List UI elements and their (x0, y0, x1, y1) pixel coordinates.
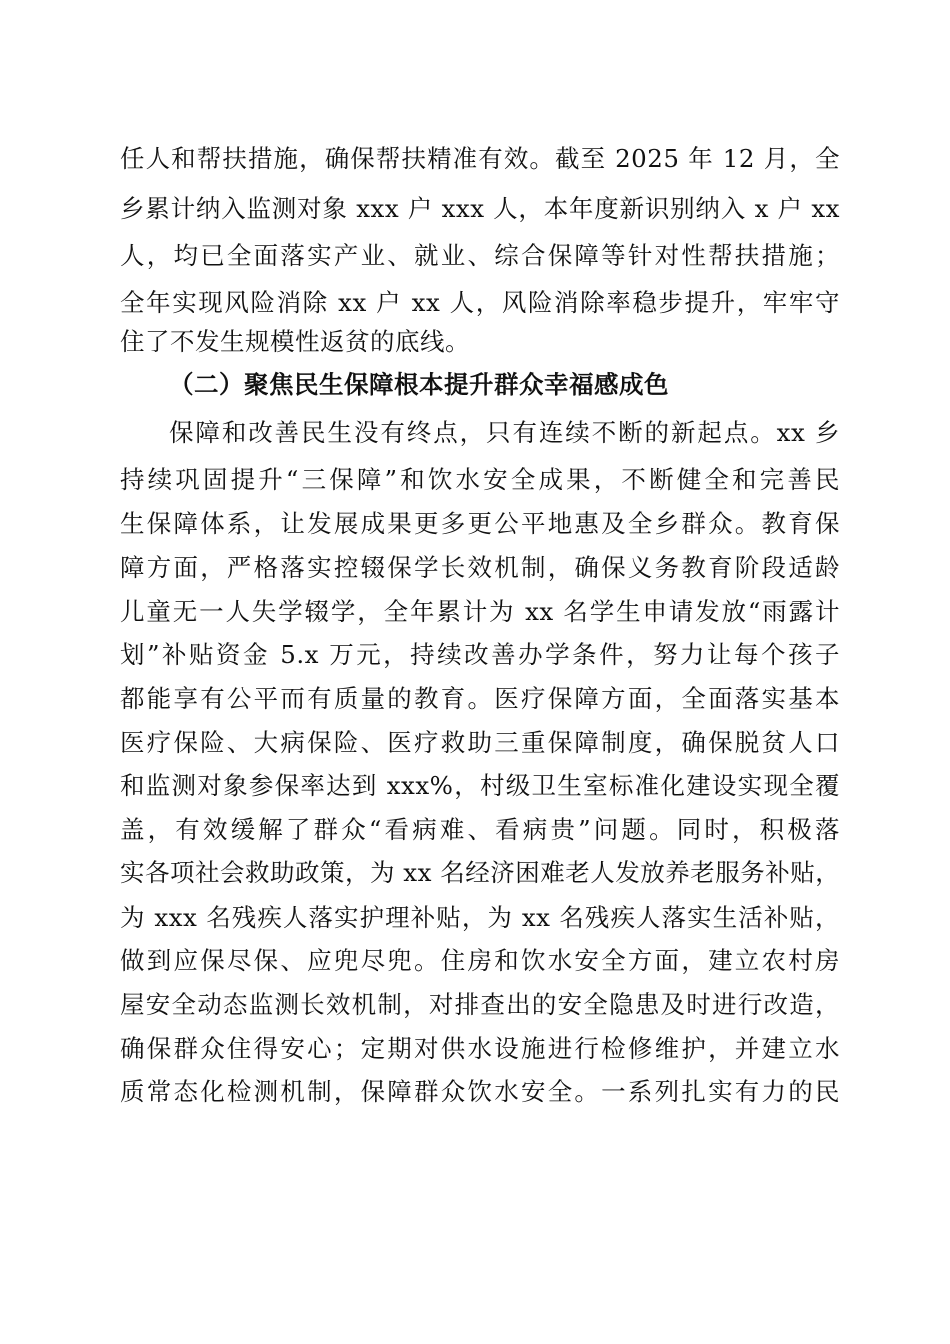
paragraph-line: 和监测对象参保率达到 xxx%，村级卫生室标准化建设实现全覆 (120, 771, 840, 800)
paragraph-line: 盖，有效缓解了群众“看病难、看病贵”问题。同时，积极落 (120, 815, 840, 844)
paragraph-line: 儿童无一人失学辍学，全年累计为 xx 名学生申请发放“雨露计 (120, 597, 840, 626)
paragraph-line: 为 xxx 名残疾人落实护理补贴，为 xx 名残疾人落实生活补贴， (120, 903, 840, 932)
paragraph-line: 划”补贴资金 5.x 万元，持续改善办学条件，努力让每个孩子 (120, 640, 840, 669)
paragraph-line: 确保群众住得安心；定期对供水设施进行检修维护，并建立水 (120, 1034, 840, 1063)
section-heading: （二）聚焦民生保障根本提升群众幸福感成色 (169, 370, 669, 399)
paragraph-line: 任人和帮扶措施，确保帮扶精准有效。截至 2025 年 12 月，全 (120, 144, 840, 173)
paragraph-line: 乡累计纳入监测对象 xxx 户 xxx 人，本年度新识别纳入 x 户 xx (120, 194, 840, 223)
paragraph-line: 障方面，严格落实控辍保学长效机制，确保义务教育阶段适龄 (120, 553, 840, 582)
paragraph-line: 屋安全动态监测长效机制，对排查出的安全隐患及时进行改造， (120, 990, 840, 1019)
paragraph-line: 保障和改善民生没有终点，只有连续不断的新起点。xx 乡 (169, 418, 840, 447)
paragraph-line: 都能享有公平而有质量的教育。医疗保障方面，全面落实基本 (120, 684, 840, 713)
paragraph-line: 住了不发生规模性返贫的底线。 (120, 327, 470, 356)
paragraph-line: 医疗保险、大病保险、医疗救助三重保障制度，确保脱贫人口 (120, 728, 840, 757)
paragraph-line: 全年实现风险消除 xx 户 xx 人，风险消除率稳步提升，牢牢守 (120, 288, 840, 317)
paragraph-line: 人，均已全面落实产业、就业、综合保障等针对性帮扶措施； (120, 241, 840, 270)
paragraph-line: 实各项社会救助政策，为 xx 名经济困难老人发放养老服务补贴， (120, 858, 841, 887)
paragraph-line: 持续巩固提升“三保障”和饮水安全成果，不断健全和完善民 (120, 465, 840, 494)
paragraph-line: 生保障体系，让发展成果更多更公平地惠及全乡群众。教育保 (120, 509, 840, 538)
paragraph-line: 质常态化检测机制，保障群众饮水安全。一系列扎实有力的民 (120, 1077, 840, 1106)
paragraph-line: 做到应保尽保、应兜尽兜。住房和饮水安全方面，建立农村房 (120, 946, 840, 975)
